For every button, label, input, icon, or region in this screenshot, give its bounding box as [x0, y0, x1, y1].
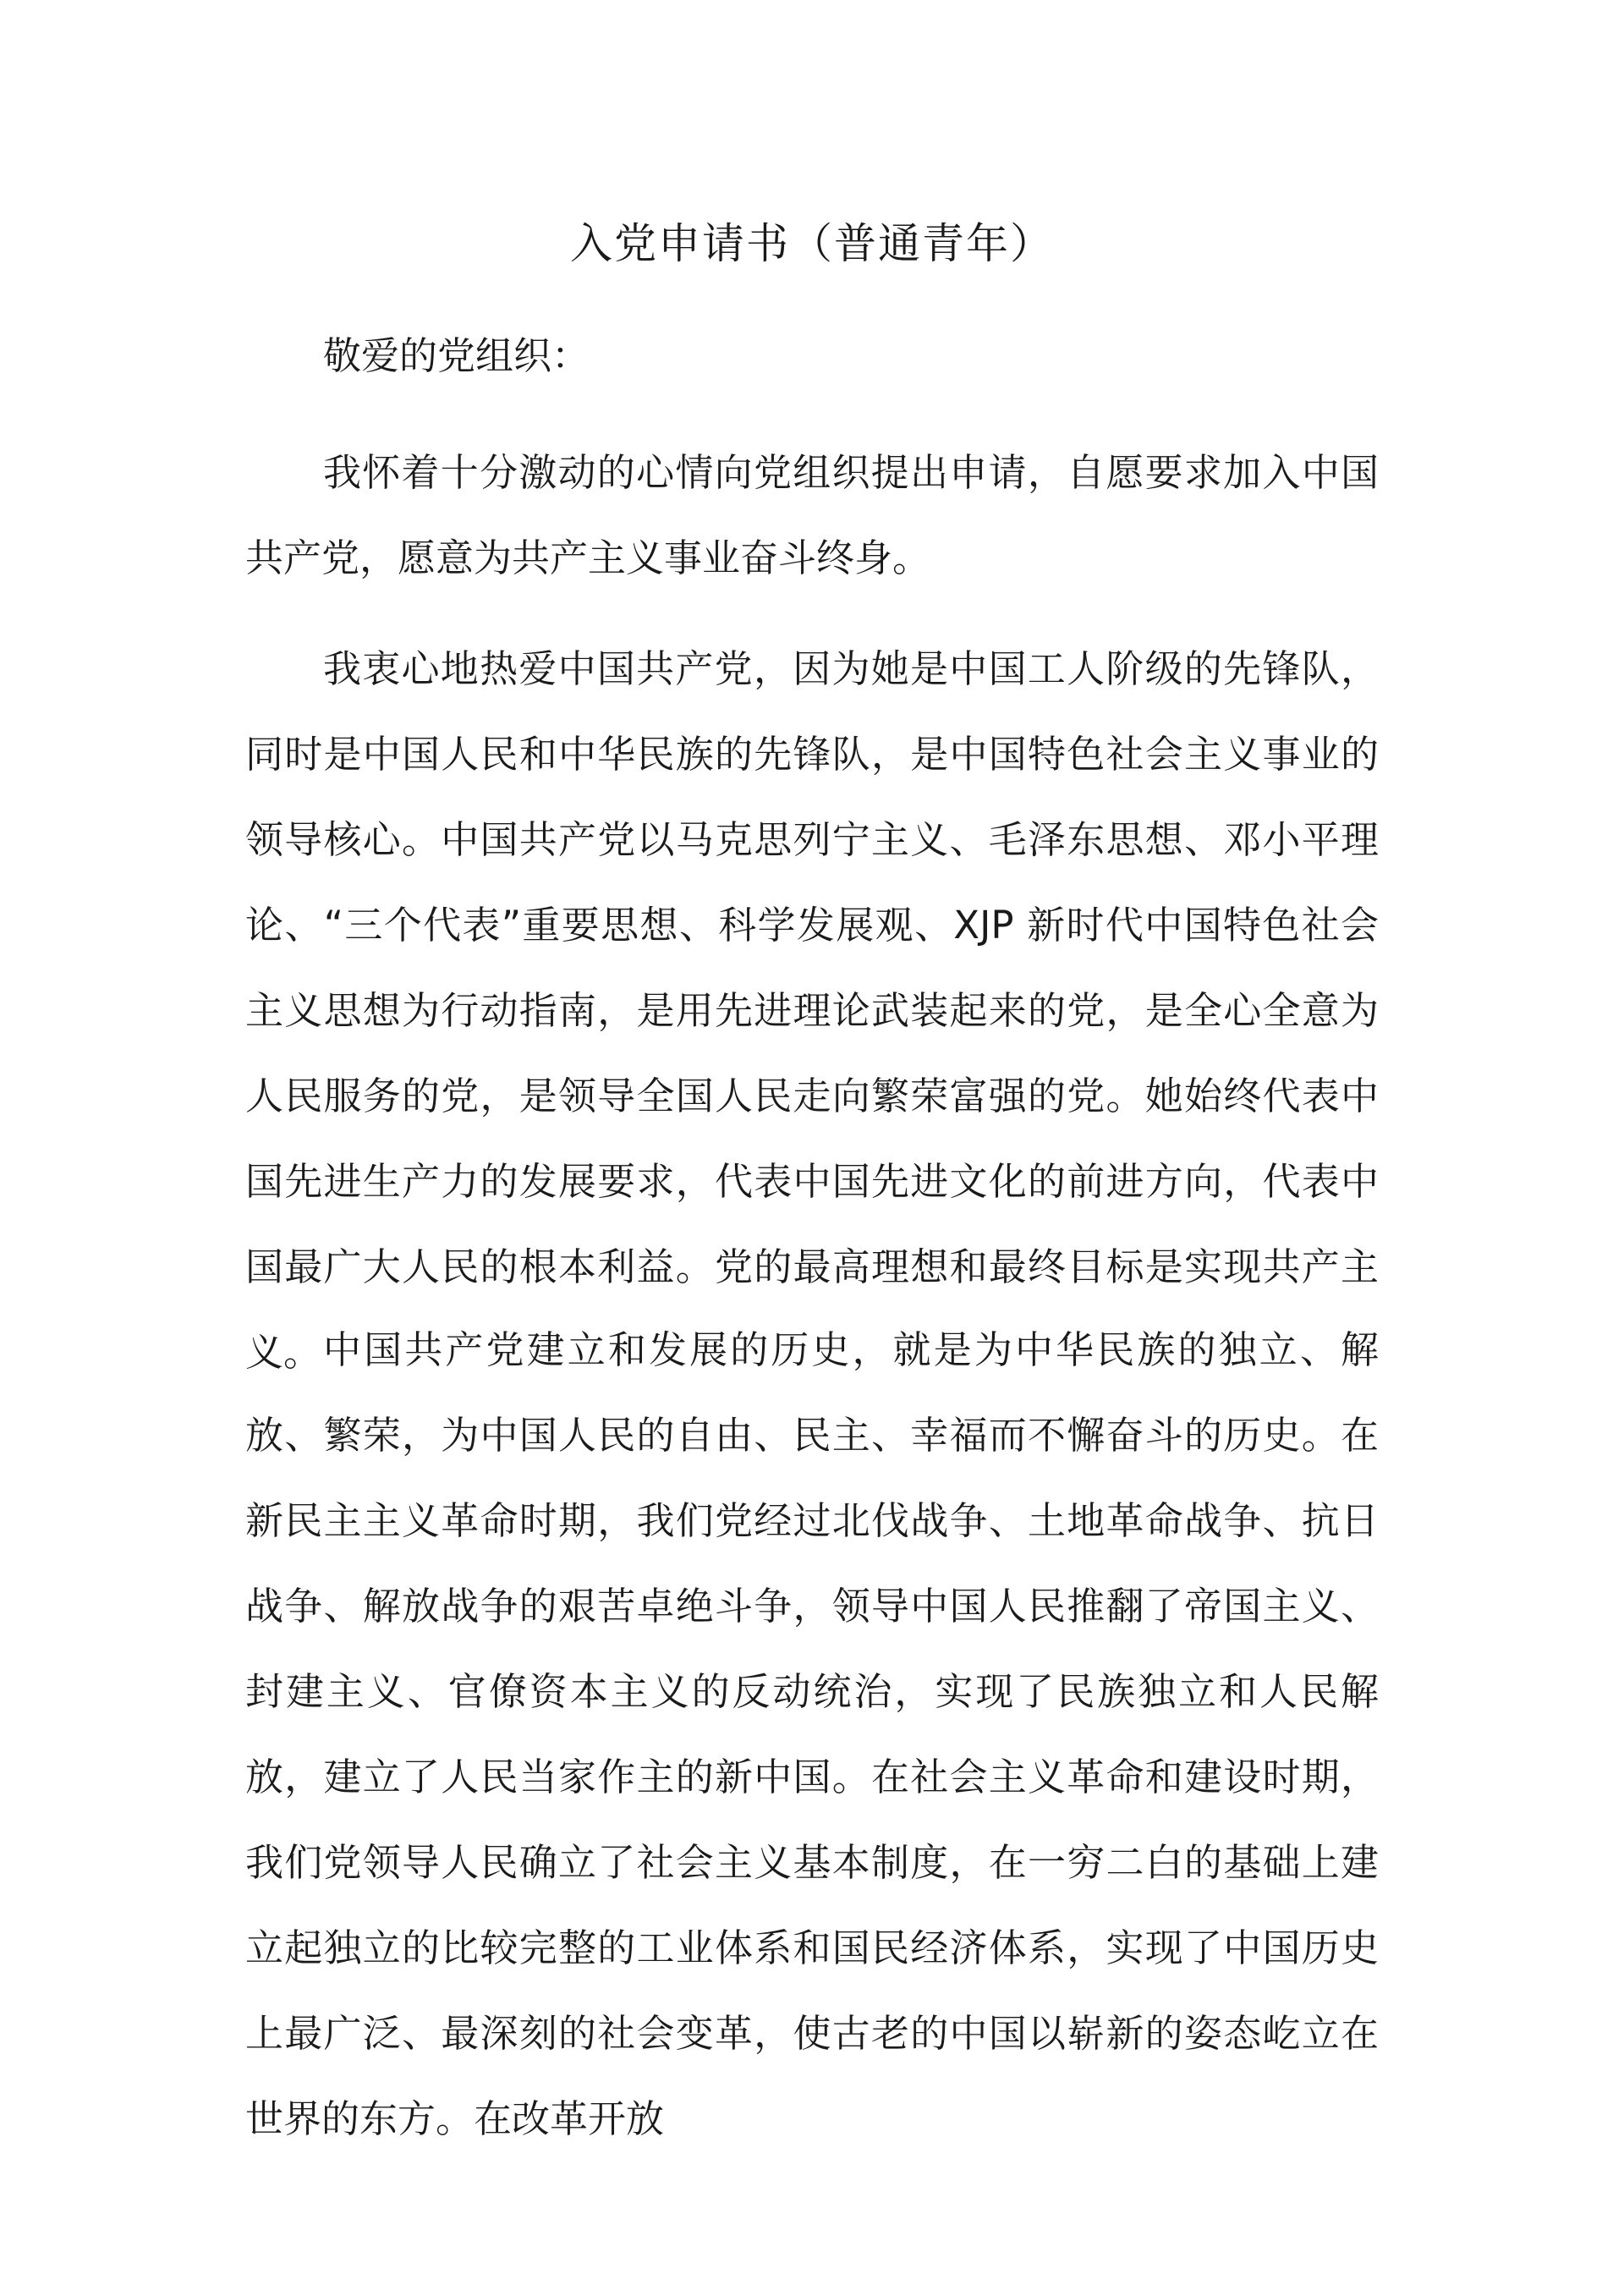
- salutation: 敬爱的党组织：: [323, 333, 590, 378]
- paragraph-love-for-party: 我衷心地热爱中国共产党，因为她是中国工人阶级的先锋队，同时是中国人民和中华民族的先锋队，是中国特色社会主义事业的领导核心。中国共产党以马克思列宁主义、毛泽东思想、邓小平理论、“三个代表”重要思想、科学发展观、XJP 新时代中国特色社会主义思想为行动指南，是用先进理论武装起来的党，是全心全意为人民服务的党，是领导全国人民走向繁荣富强的党。她始终代表中国先进生产力的发展要求，代表中国先进文化的前进方向，代表中国最广大人民的根本利益。党的最高理想和最终目标是实现共产主义。: [245, 646, 1379, 1375]
- document-title: 入党申请书（普通青年）: [570, 219, 1054, 268]
- paragraph-party-history: 中国共产党建立和发展的历史，就是为中华民族的独立、解放、繁荣，为中国人民的自由、民主、幸福而不懈奋斗的历史。在新民主主义革命时期，我们党经过北伐战争、土地革命战争、抗日战争、解放战争的艰苦卓绝斗争，领导中国人民推翻了帝国主义、封建主义、官僚资本主义的反动统治，实现了民族独立和人民解放，建立了人民当家作主的新中国。在社会主义革命和建设时期，我们党领导人民确立了社会主义基本制度，在一穷二白的基础上建立起独立的比较完整的工业体系和国民经济体系，实现了中国历史上最广泛、最深刻的社会变革，使古老的中国以崭新的姿态屹立在世界的东方。在改革开放: [245, 1327, 1379, 2141]
- paragraph-application-statement: 我怀着十分激动的心情向党组织提出申请，自愿要求加入中国共产党，愿意为共产主义事业奋斗终身。: [245, 450, 1379, 580]
